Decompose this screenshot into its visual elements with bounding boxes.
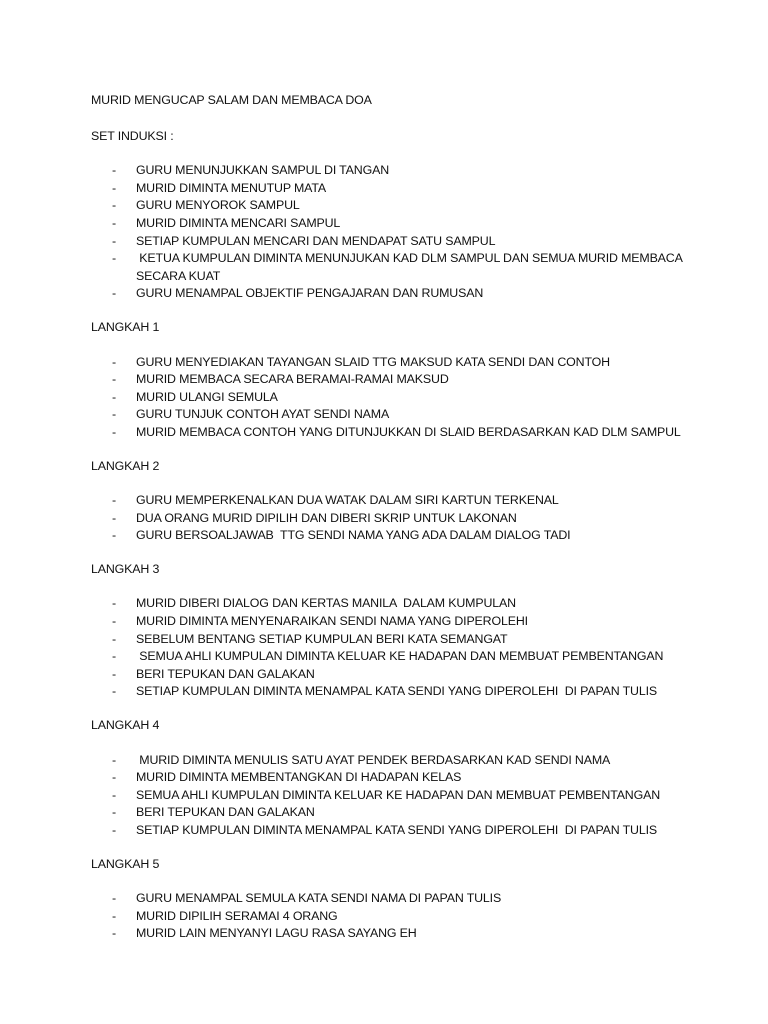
list-item [91, 162, 731, 180]
list-item-text: SEBELUM BENTANG SETIAP KUMPULAN BERI KATA SEMANGAT [136, 631, 508, 646]
list-item [91, 389, 731, 407]
step-list [91, 162, 731, 303]
list-item [91, 822, 731, 840]
list-item-text: MURID ULANGI SEMULA [136, 389, 278, 404]
list-item [91, 769, 731, 787]
list-item-text: MURID DIMINTA MENCARI SAMPUL [136, 215, 341, 230]
list-item-text: SEMUA AHLI KUMPULAN DIMINTA KELUAR KE HADAPAN DAN MEMBUAT PEMBENTANGAN [136, 649, 664, 664]
bullet-dash: - [112, 407, 116, 422]
list-item [91, 424, 731, 442]
list-item-text: MURID DIMINTA MENULIS SATU AYAT PENDEK BERDASARKAN KAD SENDI NAMA [136, 752, 611, 767]
spacer [91, 110, 731, 128]
list-item [91, 285, 731, 303]
list-item [91, 371, 731, 389]
list-item-text: MURID MEMBACA SECARA BERAMAI-RAMAI MAKSUD [136, 372, 449, 387]
step-list [91, 492, 731, 545]
bullet-dash: - [112, 614, 116, 629]
list-item [91, 527, 731, 545]
bullet-dash: - [112, 823, 116, 837]
list-item-text: SETIAP KUMPULAN DIMINTA MENAMPAL KATA SENDI YANG DIPEROLEHI DI PAPAN TULIS [136, 684, 657, 699]
list-item [91, 406, 731, 424]
list-item [91, 215, 731, 233]
document-body [91, 92, 731, 959]
bullet-dash: - [112, 251, 116, 266]
bullet-dash: - [112, 891, 116, 906]
list-item-text: GURU MENUNJUKKAN SAMPUL DI TANGAN [136, 163, 389, 178]
bullet-dash: - [112, 770, 116, 785]
bullet-dash: - [112, 286, 116, 301]
list-item-text: MURID MEMBACA CONTOH YANG DITUNJUKKAN DI SLAID BERDASARKAN KAD DLM SAMPUL [136, 424, 681, 439]
list-item-text: GURU BERSOALJAWAB TTG SENDI NAMA YANG ADA DALAM DIALOG TADI [136, 528, 571, 543]
list-item-text: MURID DIPILIH SERAMAI 4 ORANG [136, 908, 338, 923]
list-item-text: SETIAP KUMPULAN DIMINTA MENAMPAL KATA SENDI YANG DIPEROLEHI DI PAPAN TULIS [136, 823, 657, 837]
list-item-text: GURU MENAMPAL OBJEKTIF PENGAJARAN DAN RUMUSAN [136, 286, 484, 301]
bullet-dash: - [112, 493, 116, 508]
bullet-dash: - [112, 198, 116, 213]
list-item [91, 595, 731, 613]
list-item [91, 197, 731, 215]
list-item-text: MURID LAIN MENYANYI LAGU RASA SAYANG EH [136, 926, 417, 941]
list-item-text: GURU MENYEDIAKAN TAYANGAN SLAID TTG MAKSUD KATA SENDI DAN CONTOH [136, 354, 610, 369]
bullet-dash: - [112, 372, 116, 387]
list-item [91, 631, 731, 649]
list-item [91, 180, 731, 198]
list-item-text: GURU MEMPERKENALKAN DUA WATAK DALAM SIRI KARTUN TERKENAL [136, 493, 559, 508]
list-item [91, 354, 731, 372]
section-heading: LANGKAH 1 [91, 319, 160, 334]
list-item-text: DUA ORANG MURID DIPILIH DAN DIBERI SKRIP UNTUK LAKONAN [136, 510, 517, 525]
step-list [91, 890, 731, 943]
list-item-text: MURID DIBERI DIALOG DAN KERTAS MANILA DALAM KUMPULAN [136, 596, 516, 611]
bullet-dash: - [112, 684, 116, 699]
list-item [91, 787, 731, 805]
list-item [91, 648, 731, 666]
bullet-dash: - [112, 649, 116, 664]
bullet-dash: - [112, 180, 116, 195]
list-item [91, 752, 731, 770]
list-item-text: GURU MENAMPAL SEMULA KATA SENDI NAMA DI PAPAN TULIS [136, 891, 502, 906]
bullet-dash: - [112, 787, 116, 802]
list-item [91, 492, 731, 510]
list-item [91, 613, 731, 631]
list-item [91, 510, 731, 528]
bullet-dash: - [112, 528, 116, 543]
bullet-dash: - [112, 666, 116, 681]
section-heading: LANGKAH 5 [91, 856, 160, 871]
bullet-dash: - [112, 908, 116, 923]
list-item-text: BERI TEPUKAN DAN GALAKAN [136, 805, 315, 820]
bullet-dash: - [112, 631, 116, 646]
list-item [91, 683, 731, 701]
sections-container [91, 128, 731, 943]
list-item-text: MURID DIMINTA MENUTUP MATA [136, 180, 326, 195]
bullet-dash: - [112, 596, 116, 611]
list-item-text: SETIAP KUMPULAN MENCARI DAN MENDAPAT SATU SAMPUL [136, 233, 496, 248]
list-item [91, 250, 731, 285]
section-heading: LANGKAH 3 [91, 561, 160, 576]
list-item [91, 804, 731, 822]
list-item-text: GURU MENYOROK SAMPUL [136, 198, 300, 213]
list-item [91, 908, 731, 926]
bullet-dash: - [112, 752, 116, 767]
opening-line: MURID MENGUCAP SALAM DAN MEMBACA DOA [91, 93, 372, 107]
step-list [91, 752, 731, 840]
list-item-continuation: SECARA KUAT [136, 268, 221, 283]
list-item [91, 233, 731, 251]
bullet-dash: - [112, 510, 116, 525]
list-item-text: KETUA KUMPULAN DIMINTA MENUNJUKAN KAD DLM SAMPUL DAN SEMUA MURID MEMBACA [136, 251, 683, 266]
section-heading: LANGKAH 2 [91, 458, 160, 473]
list-item [91, 925, 731, 943]
list-item-text: MURID DIMINTA MENYENARAIKAN SENDI NAMA YANG DIPEROLEHI [136, 614, 528, 629]
step-list [91, 595, 731, 701]
list-item-text: GURU TUNJUK CONTOH AYAT SENDI NAMA [136, 407, 390, 422]
bullet-dash: - [112, 163, 116, 178]
bullet-dash: - [112, 424, 116, 439]
list-item [91, 890, 731, 908]
bullet-dash: - [112, 354, 116, 369]
section-heading: SET INDUKSI : [91, 128, 174, 143]
bullet-dash: - [112, 926, 116, 941]
list-item-text: BERI TEPUKAN DAN GALAKAN [136, 666, 315, 681]
bullet-dash: - [112, 233, 116, 248]
list-item-text: MURID DIMINTA MEMBENTANGKAN DI HADAPAN KELAS [136, 770, 462, 785]
bullet-dash: - [112, 805, 116, 820]
section-heading: LANGKAH 4 [91, 718, 160, 733]
bullet-dash: - [112, 215, 116, 230]
bullet-dash: - [112, 389, 116, 404]
list-item-text: SEMUA AHLI KUMPULAN DIMINTA KELUAR KE HADAPAN DAN MEMBUAT PEMBENTANGAN [136, 787, 661, 802]
list-item [91, 666, 731, 684]
step-list [91, 354, 731, 442]
